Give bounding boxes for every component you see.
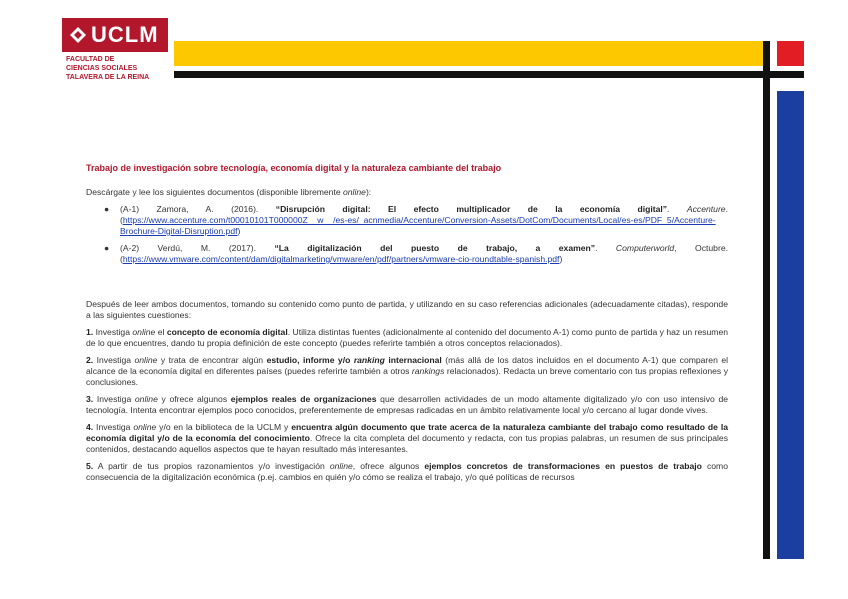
reference-end: ) [237, 226, 241, 236]
red-square [777, 41, 804, 66]
question-highlight-italic: ranking [353, 355, 385, 365]
question-text: relacionados). Redacta un breve comentario con tus propias reflexiones y conclusiones. [86, 366, 728, 387]
question-highlight: ejemplos concretos de transformaciones en puestos de trabajo [424, 461, 702, 471]
question-emphasis: online [132, 327, 156, 337]
blue-vertical-bar [777, 91, 804, 559]
reference-sep: . [667, 204, 687, 214]
faculty-line: CIENCIAS SOCIALES [66, 65, 138, 72]
question-text: Investiga [93, 394, 135, 404]
bullet-icon: ● [104, 243, 110, 253]
question-2 [86, 355, 728, 388]
document-title: Trabajo de investigación sobre tecnología, economía digital y la naturaleza cambiante del trabajo [86, 163, 502, 173]
question-number: 3. [86, 394, 94, 404]
bullet-icon: ● [104, 204, 110, 214]
faculty-line: TALAVERA DE LA REINA [66, 74, 150, 81]
logo-text: UCLM [91, 22, 159, 47]
question-highlight: concepto de economía digital [166, 327, 288, 337]
question-number: 5. [86, 461, 94, 471]
question-text: Investiga [93, 355, 135, 365]
question-emphasis: rankings [411, 366, 445, 376]
reference-sep: . ( [120, 204, 728, 225]
uclm-emblem-icon [69, 26, 87, 44]
intro-paragraph [86, 187, 728, 198]
question-text: (más allá de los datos incluidos en el documento A-1) que comparen el alcance de la economía digital en diferentes países (puedes referirte también a otros [86, 355, 729, 376]
reference-author: (A-1) Zamora, A. (2016). [120, 204, 276, 214]
question-5 [86, 461, 728, 483]
instructions-paragraph: Después de leer ambos documentos, tomando su contenido como punto de partida, y utilizando en su caso referencias adicionales (adecuadamente citadas), responde a las siguientes cuestiones: [86, 299, 728, 320]
reference-title: “La digitalización del puesto de trabajo, a examen” [274, 243, 596, 253]
reference-sep: . [595, 243, 616, 253]
black-vertical-bar [763, 41, 770, 559]
question-text: Investiga [93, 422, 134, 432]
question-text: Investiga [93, 327, 133, 337]
question-highlight: encuentra algún documento que trate acerca de la naturaleza cambiante del trabajo como resultado de la economía digital y/o de la economía del conocimiento [86, 422, 729, 443]
question-highlight: estudio, informe y/o [266, 355, 354, 365]
reference-end: ) [559, 254, 563, 264]
question-3 [86, 394, 728, 416]
reference-item [86, 243, 728, 265]
intro-text: Descárgate y lee los siguientes documentos (disponible libremente [86, 187, 343, 197]
intro-emphasis: online [343, 187, 366, 197]
question-emphasis: online [134, 355, 158, 365]
intro-text-end: ): [365, 187, 372, 197]
question-number: 4. [86, 422, 94, 432]
question-text: . Utiliza distintas fuentes (adicionalmente al contenido del documento A-1) como punto de partida y haz un resumen de lo que encuentres, dando tu propia definición de este concepto (puedes referirte también a otros conceptos relacionados). [86, 327, 729, 348]
question-emphasis: online [329, 461, 353, 471]
yellow-bar [174, 41, 763, 66]
question-text: , ofrece algunos [352, 461, 425, 471]
question-text: y/o en la biblioteca de la UCLM y [156, 422, 292, 432]
faculty-line: FACULTAD DE [66, 56, 115, 63]
reference-list [86, 204, 728, 265]
reference-author: (A-2) Verdú, M. (2017). [120, 243, 275, 253]
question-text: A partir de tus propios razonamientos y/o investigación [93, 461, 330, 471]
question-emphasis: online [133, 422, 157, 432]
black-horizontal-bar [174, 71, 804, 78]
question-text: el [155, 327, 167, 337]
question-highlight: ejemplos reales de organizaciones [230, 394, 377, 404]
reference-sep: , Octubre. ( [120, 243, 728, 264]
question-text: y trata de encontrar algún [157, 355, 267, 365]
question-number: 1. [86, 327, 94, 337]
question-text: y ofrece algunos [157, 394, 231, 404]
reference-title: “Disrupción digital: El efecto multiplicador de la economía digital” [275, 204, 668, 214]
question-text: como consecuencia de la digitalización económica (p.ej. cambios en quién y/o cómo se realiza el trabajo, y/o qué políticas de recursos [86, 461, 728, 482]
reference-item [86, 204, 728, 237]
question-emphasis: online [134, 394, 158, 404]
question-4 [86, 422, 728, 455]
question-number: 2. [86, 355, 94, 365]
faculty-name [66, 55, 149, 82]
reference-source: Accenture [686, 204, 726, 214]
question-text: . Ofrece la cita completa del documento y redacta, con tus propias palabras, un resumen de sus principales contenidos, destacando aquellos aspectos que te hayan resultado más interesantes. [86, 433, 728, 454]
question-1 [86, 327, 728, 349]
question-highlight: internacional [384, 355, 442, 365]
reference-source: Computerworld [615, 243, 675, 253]
document-body [86, 163, 728, 489]
reference-link[interactable]: https://www.accenture.com/t00010101T000000Z__w__/es-es/_acnmedia/Accenture/Conversion-Assets/DotCom/Documents/Local/es-es/PDF_5/Accenture-Brochure-Digital-Disruption.pdf [120, 215, 716, 236]
uclm-logo [62, 18, 168, 52]
reference-link[interactable]: https://www.vmware.com/content/dam/digitalmarketing/vmware/en/pdf/partners/vmware-cio-roundtable-spanish.pdf [122, 254, 560, 264]
question-text: que desarrollen actividades de un modo altamente digitalizado y/o con uso intensivo de tecnología. Intenta encontrar ejemplos poco conocidos, preferentemente de empresas radicadas en un ámbito relativamente local y/o cercano al lugar donde vives. [86, 394, 729, 415]
